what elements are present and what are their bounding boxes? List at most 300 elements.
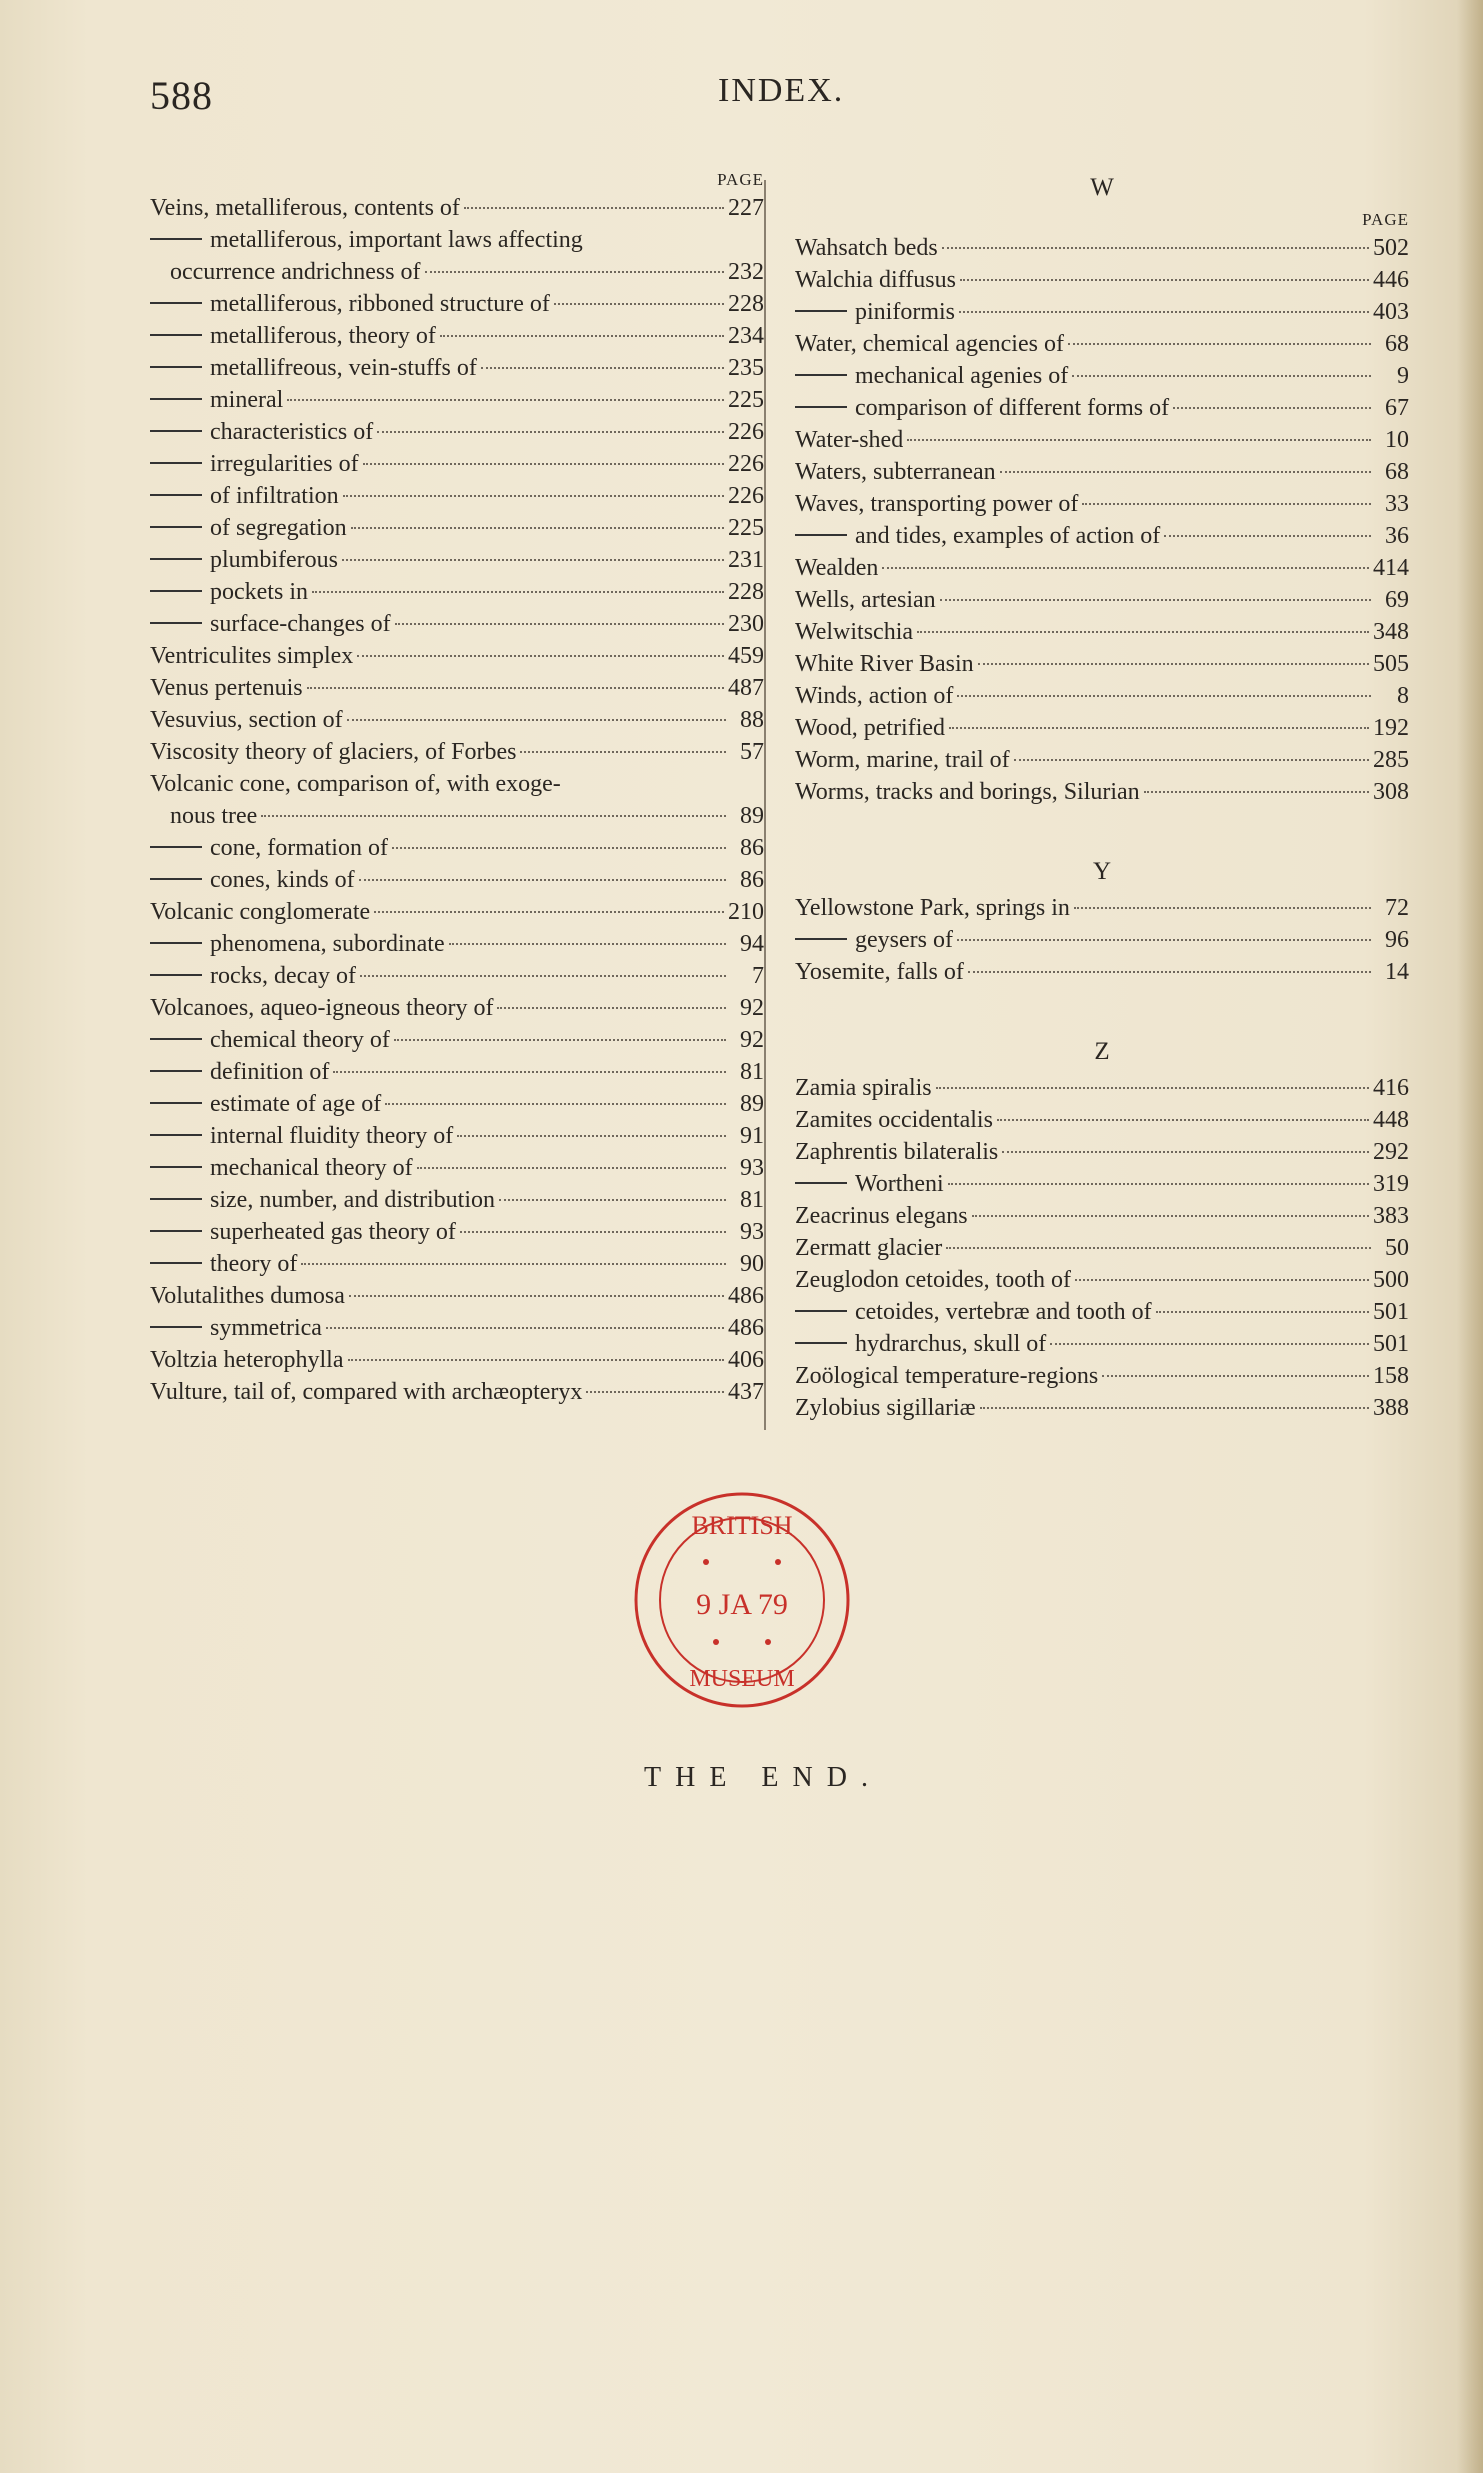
entry-text: Welwitschia [795, 619, 914, 645]
column-divider [764, 180, 766, 1430]
leader-dots [948, 1183, 1369, 1185]
leader-dots [348, 1359, 725, 1361]
leader-dots [497, 1007, 726, 1009]
ditto-dash [150, 302, 202, 304]
section-gap [795, 808, 1409, 852]
entry-text: mineral [210, 387, 284, 413]
index-entry [795, 584, 1409, 616]
ditto-dash [150, 1198, 202, 1200]
index-entry [795, 648, 1409, 680]
ditto-dash [150, 430, 202, 432]
page-column-label: PAGE [717, 170, 764, 189]
entry-page: 406 [728, 1347, 764, 1373]
entry-page: 7 [752, 963, 764, 989]
index-entry [795, 1200, 1409, 1232]
leader-dots [312, 591, 724, 593]
entry-page: 57 [740, 739, 764, 765]
section-letter: W [1090, 174, 1114, 201]
entry-page: 292 [1373, 1139, 1409, 1165]
leader-dots [481, 367, 724, 369]
entry-page: 93 [740, 1155, 764, 1181]
entry-text: hydrarchus, skull of [855, 1331, 1047, 1357]
entry-text: Water-shed [795, 427, 904, 453]
index-entry [150, 576, 764, 608]
index-entry [795, 744, 1409, 776]
stamp-top-text: BRITISH [691, 1511, 793, 1540]
entry-text: Ventriculites simplex [150, 643, 354, 669]
entry-page: 235 [728, 355, 764, 381]
entry-text: definition of [210, 1059, 330, 1085]
entry-page: 228 [728, 579, 764, 605]
entry-text: mechanical theory of [210, 1155, 413, 1181]
index-entry [150, 992, 764, 1024]
entry-page: 234 [728, 323, 764, 349]
entry-text: metallifreous, vein-stuffs of [210, 355, 477, 381]
index-entry [150, 480, 764, 512]
ditto-dash [795, 534, 847, 536]
entry-page: 459 [728, 643, 764, 669]
entry-page: 158 [1373, 1363, 1409, 1389]
entry-page: 414 [1373, 555, 1409, 581]
entry-page: 226 [728, 483, 764, 509]
entry-text: Vulture, tail of, compared with archæopteryx [150, 1379, 583, 1405]
stamp-dot [703, 1559, 709, 1565]
entry-text: characteristics of [210, 419, 374, 445]
entry-page: 36 [1385, 523, 1409, 549]
index-entry [150, 672, 764, 704]
entry-page: 225 [728, 387, 764, 413]
entry-page: 232 [728, 259, 764, 285]
entry-page: 94 [740, 931, 764, 957]
index-entry [795, 1104, 1409, 1136]
entry-page: 68 [1385, 459, 1409, 485]
index-entry [795, 712, 1409, 744]
leader-dots [936, 1087, 1369, 1089]
index-entry [150, 1312, 764, 1344]
leader-dots [347, 719, 726, 721]
index-entry [150, 928, 764, 960]
entry-text: Wahsatch beds [795, 235, 938, 261]
entry-text: Worm, marine, trail of [795, 747, 1010, 773]
index-entry [795, 552, 1409, 584]
leader-dots [917, 631, 1369, 633]
leader-dots [351, 527, 724, 529]
leader-dots [359, 879, 726, 881]
leader-dots [1068, 343, 1371, 345]
entry-page: 86 [740, 835, 764, 861]
leader-dots [464, 207, 724, 209]
entry-text: of infiltration [210, 483, 339, 509]
ditto-dash [150, 942, 202, 944]
leader-dots [374, 911, 724, 913]
ditto-dash [150, 1102, 202, 1104]
entry-page: 416 [1373, 1075, 1409, 1101]
entry-text: Zylobius sigillariæ [795, 1395, 976, 1421]
index-entry [150, 224, 764, 256]
entry-text: chemical theory of [210, 1027, 390, 1053]
leader-dots [301, 1263, 726, 1265]
leader-dots [360, 975, 726, 977]
leader-dots [968, 971, 1371, 973]
entry-text: occurrence andrichness of [170, 259, 421, 285]
library-stamp [628, 1486, 856, 1714]
index-entry [150, 320, 764, 352]
entry-page: 81 [740, 1187, 764, 1213]
entry-text: piniformis [855, 299, 955, 325]
entry-text: superheated gas theory of [210, 1219, 456, 1245]
entry-text: rocks, decay of [210, 963, 356, 989]
entry-text: Volcanoes, aqueo-igneous theory of [150, 995, 494, 1021]
ditto-dash [150, 1230, 202, 1232]
index-entry [795, 616, 1409, 648]
leader-dots [342, 559, 724, 561]
leader-dots [333, 1071, 726, 1073]
index-entry [150, 832, 764, 864]
ditto-dash [150, 398, 202, 400]
stamp-dot [713, 1639, 719, 1645]
leader-dots [440, 335, 724, 337]
leader-dots [326, 1327, 724, 1329]
entry-page: 33 [1385, 491, 1409, 517]
leader-dots [349, 1295, 724, 1297]
entry-page: 91 [740, 1123, 764, 1149]
entry-text: size, number, and distribution [210, 1187, 495, 1213]
entry-text: symmetrica [210, 1315, 322, 1341]
leader-dots [1102, 1375, 1369, 1377]
entry-page: 88 [740, 707, 764, 733]
ditto-dash [795, 1182, 847, 1184]
entry-text: Volcanic cone, comparison of, with exoge- [150, 771, 561, 797]
entry-page: 501 [1373, 1331, 1409, 1357]
entry-page: 225 [728, 515, 764, 541]
ditto-dash [150, 238, 202, 240]
index-entry [795, 296, 1409, 328]
entry-text: geysers of [855, 927, 953, 953]
entry-text: Wealden [795, 555, 879, 581]
ditto-dash [150, 878, 202, 880]
entry-text: Winds, action of [795, 683, 954, 709]
index-entry [795, 892, 1409, 924]
index-entry [150, 1248, 764, 1280]
section-letter: Y [1092, 858, 1112, 885]
entry-page: 319 [1373, 1171, 1409, 1197]
leader-dots [942, 247, 1369, 249]
stamp-date: 9 JA 79 [696, 1588, 788, 1621]
entry-page: 86 [740, 867, 764, 893]
ditto-dash [150, 1166, 202, 1168]
right-column [795, 168, 1409, 1424]
entry-text: Volutalithes dumosa [150, 1283, 345, 1309]
index-entry [795, 1264, 1409, 1296]
entry-page: 89 [740, 1091, 764, 1117]
leader-dots [978, 663, 1369, 665]
index-entry [795, 328, 1409, 360]
leader-dots [363, 463, 724, 465]
leader-dots [307, 687, 724, 689]
entry-text: cones, kinds of [210, 867, 355, 893]
ditto-dash [795, 406, 847, 408]
ditto-dash [150, 974, 202, 976]
index-entry [150, 1216, 764, 1248]
ditto-dash [150, 366, 202, 368]
entry-page: 14 [1385, 959, 1409, 985]
leader-dots [1072, 375, 1371, 377]
page-number: 588 [150, 73, 213, 118]
entry-text: Worms, tracks and borings, Silurian [795, 779, 1140, 805]
index-entry [150, 896, 764, 928]
index-entry [150, 544, 764, 576]
entry-text: Waves, transporting power of [795, 491, 1079, 517]
entry-text: White River Basin [795, 651, 974, 677]
leader-dots [385, 1103, 726, 1105]
entry-text: Waters, subterranean [795, 459, 996, 485]
entry-page: 500 [1373, 1267, 1409, 1293]
entry-page: 437 [728, 1379, 764, 1405]
entry-page: 8 [1397, 683, 1409, 709]
entry-page: 192 [1373, 715, 1409, 741]
entry-text: Wells, artesian [795, 587, 936, 613]
index-entry [150, 1344, 764, 1376]
index-entry [795, 680, 1409, 712]
entry-page: 501 [1373, 1299, 1409, 1325]
index-entry [795, 776, 1409, 808]
index-entry [150, 960, 764, 992]
entry-page: 50 [1385, 1235, 1409, 1261]
leader-dots [997, 1119, 1369, 1121]
leader-dots [940, 599, 1371, 601]
entry-text: internal fluidity theory of [210, 1123, 454, 1149]
entry-page: 92 [740, 1027, 764, 1053]
leader-dots [1164, 535, 1371, 537]
stamp-dot [765, 1639, 771, 1645]
entry-text: Zamia spiralis [795, 1075, 932, 1101]
entry-text: Volcanic conglomerate [150, 899, 371, 925]
entry-text: theory of [210, 1251, 298, 1277]
leader-dots [499, 1199, 726, 1201]
index-entry [150, 1120, 764, 1152]
leader-dots [449, 943, 726, 945]
leader-dots [980, 1407, 1369, 1409]
index-entry [795, 456, 1409, 488]
leader-dots [907, 439, 1371, 441]
entry-text: Yellowstone Park, springs in [795, 895, 1070, 921]
entry-page: 348 [1373, 619, 1409, 645]
index-entry [150, 416, 764, 448]
index-entry [795, 1296, 1409, 1328]
index-entry [150, 608, 764, 640]
entry-text: metalliferous, theory of [210, 323, 436, 349]
stamp-bottom-text: MUSEUM [689, 1666, 795, 1692]
entry-page: 308 [1373, 779, 1409, 805]
index-entry [150, 736, 764, 768]
entry-page: 388 [1373, 1395, 1409, 1421]
entry-text: surface-changes of [210, 611, 391, 637]
entry-page: 502 [1373, 235, 1409, 261]
index-entry [150, 512, 764, 544]
leader-dots [1074, 907, 1371, 909]
ditto-dash [795, 1342, 847, 1344]
entry-text: Venus pertenuis [150, 675, 303, 701]
entry-page: 68 [1385, 331, 1409, 357]
entry-text: Zermatt glacier [795, 1235, 943, 1261]
index-entry [150, 864, 764, 896]
entry-text: estimate of age of [210, 1091, 382, 1117]
section-gap [795, 988, 1409, 1032]
index-entry [795, 424, 1409, 456]
leader-dots [960, 279, 1369, 281]
entry-page: 9 [1397, 363, 1409, 389]
section-letter: Z [1094, 1038, 1110, 1065]
entry-page: 69 [1385, 587, 1409, 613]
leader-dots [1156, 1311, 1369, 1313]
ditto-dash [150, 494, 202, 496]
stamp-dot [775, 1559, 781, 1565]
index-entry [795, 1168, 1409, 1200]
entry-text: Zoölogical temperature-regions [795, 1363, 1099, 1389]
entry-page: 383 [1373, 1203, 1409, 1229]
entry-page: 89 [740, 803, 764, 829]
leader-dots [377, 431, 724, 433]
ditto-dash [150, 1038, 202, 1040]
leader-dots [1075, 1279, 1369, 1281]
entry-text: Veins, metalliferous, contents of [150, 195, 460, 221]
index-entry [150, 1152, 764, 1184]
ditto-dash [795, 1310, 847, 1312]
entry-page: 210 [728, 899, 764, 925]
entry-text: cone, formation of [210, 835, 388, 861]
leader-dots [417, 1167, 726, 1169]
index-entry [795, 360, 1409, 392]
ditto-dash [795, 938, 847, 940]
leader-dots [1082, 503, 1371, 505]
entry-text: Yosemite, falls of [795, 959, 964, 985]
leader-dots [1144, 791, 1369, 793]
index-entry [150, 448, 764, 480]
entry-text: nous tree [170, 803, 258, 829]
index-entry [150, 288, 764, 320]
entry-text: mechanical agenies of [855, 363, 1069, 389]
index-entry [150, 256, 764, 288]
index-entry [795, 1136, 1409, 1168]
leader-dots [959, 311, 1369, 313]
leader-dots [392, 847, 726, 849]
ditto-dash [150, 846, 202, 848]
index-entry [795, 956, 1409, 988]
entry-text: of segregation [210, 515, 347, 541]
index-entry [795, 924, 1409, 956]
index-entry [795, 1360, 1409, 1392]
leader-dots [343, 495, 724, 497]
index-entry [150, 1056, 764, 1088]
left-column [150, 168, 764, 1408]
entry-text: pockets in [210, 579, 308, 605]
entry-page: 230 [728, 611, 764, 637]
index-entry [795, 488, 1409, 520]
entry-text: Vesuvius, section of [150, 707, 343, 733]
index-entry [795, 520, 1409, 552]
entry-page: 67 [1385, 395, 1409, 421]
index-entry [150, 800, 764, 832]
ditto-dash [795, 374, 847, 376]
entry-page: 505 [1373, 651, 1409, 677]
entry-page: 227 [728, 195, 764, 221]
leader-dots [1050, 1343, 1369, 1345]
entry-text: Walchia diffusus [795, 267, 956, 293]
index-entry [150, 384, 764, 416]
entry-text: phenomena, subordinate [210, 931, 445, 957]
ditto-dash [150, 1262, 202, 1264]
leader-dots [554, 303, 724, 305]
leader-dots [946, 1247, 1371, 1249]
ditto-dash [150, 1326, 202, 1328]
entry-text: metalliferous, important laws affecting [210, 227, 583, 253]
leader-dots [460, 1231, 726, 1233]
leader-dots [882, 567, 1369, 569]
entry-text: Zamites occidentalis [795, 1107, 993, 1133]
entry-text: Zaphrentis bilateralis [795, 1139, 999, 1165]
entry-text: Zeuglodon cetoides, tooth of [795, 1267, 1071, 1293]
index-entry [150, 1184, 764, 1216]
index-entry [795, 1392, 1409, 1424]
ditto-dash [150, 526, 202, 528]
entry-text: metalliferous, ribboned structure of [210, 291, 550, 317]
entry-page: 403 [1373, 299, 1409, 325]
entry-text: Wortheni [855, 1171, 944, 1197]
ditto-dash [150, 1070, 202, 1072]
entry-page: 90 [740, 1251, 764, 1277]
entry-page: 81 [740, 1059, 764, 1085]
index-entry [795, 392, 1409, 424]
index-entry [150, 640, 764, 672]
ditto-dash [150, 1134, 202, 1136]
the-end: THE END. [644, 1762, 882, 1793]
page-edge-shadow [1457, 0, 1483, 2473]
entry-page: 486 [728, 1315, 764, 1341]
leader-dots [1173, 407, 1371, 409]
leader-dots [972, 1215, 1369, 1217]
entry-page: 285 [1373, 747, 1409, 773]
leader-dots [457, 1135, 726, 1137]
ditto-dash [150, 622, 202, 624]
entry-page: 72 [1385, 895, 1409, 921]
index-entry [150, 704, 764, 736]
index-entry [795, 264, 1409, 296]
entry-page: 226 [728, 419, 764, 445]
entry-page: 10 [1385, 427, 1409, 453]
index-entry [795, 232, 1409, 264]
leader-dots [357, 655, 724, 657]
leader-dots [395, 623, 724, 625]
entry-text: Voltzia heterophylla [150, 1347, 344, 1373]
entry-text: Viscosity theory of glaciers, of Forbes [150, 739, 517, 765]
leader-dots [287, 399, 724, 401]
leader-dots [520, 751, 726, 753]
entry-page: 226 [728, 451, 764, 477]
entry-text: Zeacrinus elegans [795, 1203, 968, 1229]
entry-text: comparison of different forms of [855, 395, 1170, 421]
index-entry [150, 1376, 764, 1408]
leader-dots [261, 815, 726, 817]
entry-text: and tides, examples of action of [855, 523, 1161, 549]
leader-dots [1000, 471, 1371, 473]
ditto-dash [150, 462, 202, 464]
leader-dots [949, 727, 1369, 729]
entry-page: 96 [1385, 927, 1409, 953]
index-entry [150, 352, 764, 384]
index-entry [795, 1232, 1409, 1264]
entry-page: 93 [740, 1219, 764, 1245]
entry-page: 228 [728, 291, 764, 317]
